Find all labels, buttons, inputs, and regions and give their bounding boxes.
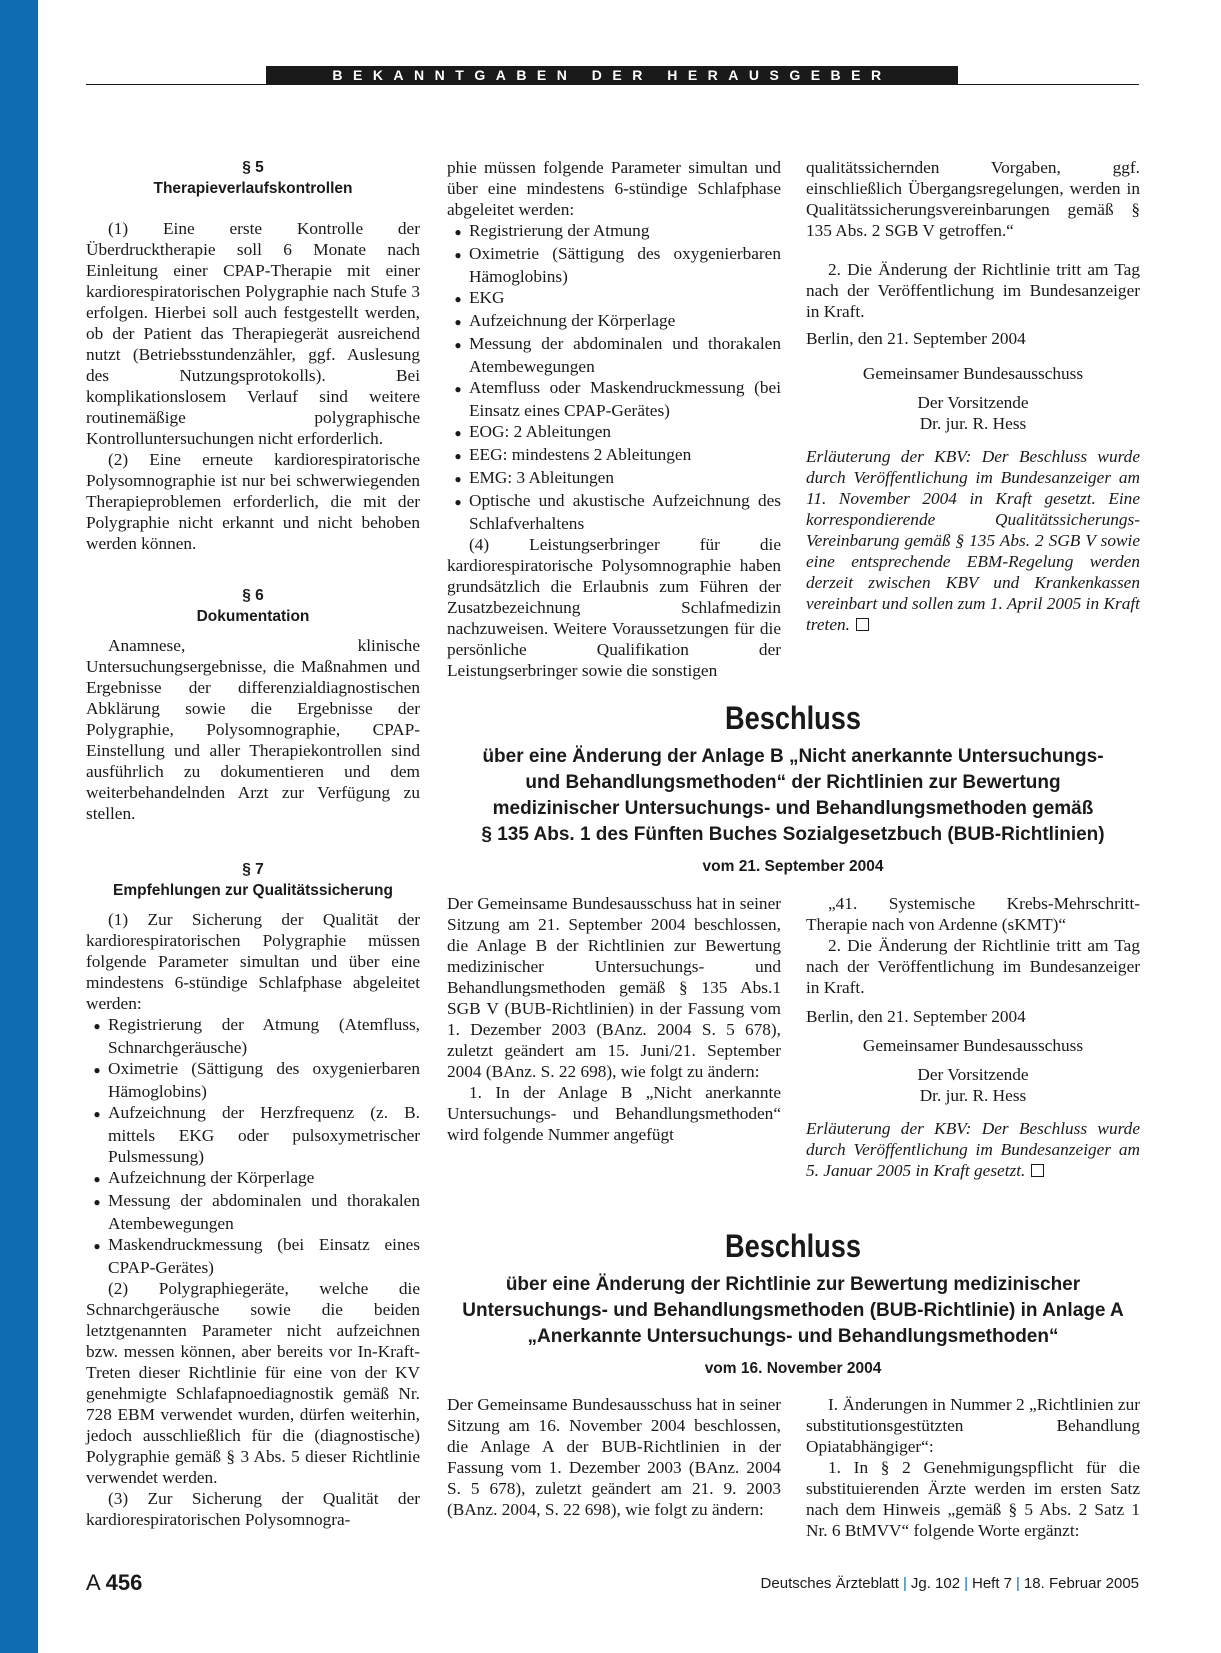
list-item: ● Messung der abdominalen und thorakalen Atembewegungen [447,333,781,377]
section-7-paragraph-1: (1) Zur Sicherung der Qualität der kardiorespiratorischen Polygraphie müssen folgende Parameter simultan und über eine mindestens 6-stündige Schlafphase abgeleitet werden: [86,910,420,1013]
beschluss-2-subtitle [447,1272,1139,1350]
list-item: ● Optische und akustische Aufzeichnung des Schlafverhaltens [447,490,781,534]
journal-name: Deutsches Ärzteblatt [760,1575,899,1592]
section-6-number: § 6 [242,587,264,604]
kbv-note: Erläuterung der KBV: Der Beschluss wurde durch Veröffentlichung im Bundesanzeiger am 5. Januar 2005 in Kraft gesetzt. [806,1119,1140,1180]
kbv-note: Erläuterung der KBV: Der Beschluss wurde durch Veröffentlichung im Bundesanzeiger am 11. November 2004 in Kraft gesetzt. Eine korrespondierende Qualitätssicherungs-Vereinbarung gemäß § 135 Abs. 2 SGB V sowie eine entsprechende EBM-Regelung werden derzeit zwischen KBV und Krankenkassen vereinbart und sollen zum 1. April 2005 in Kraft treten. [806,447,1140,634]
beschluss-2-left-column [447,1394,781,1520]
subtitle-line: über eine Änderung der Richtlinie zur Bewertung medizinischer [505,1274,1081,1295]
signatory-organization: Gemeinsamer Bundesausschuss [862,364,1084,383]
section-7-paragraph-3: (3) Zur Sicherung der Qualität der kardiorespiratorischen Polysomnogra- [86,1489,420,1529]
section-7-title: Empfehlungen zur Qualitätssicherung [113,882,393,899]
signatory-role: Der Vorsitzende [917,1065,1029,1084]
list-item: ● Oximetrie (Sättigung des oxygenierbaren Hämoglobins) [86,1058,420,1102]
list-item: ● EEG: mindestens 2 Ableitungen [447,444,781,467]
signatory-name: Dr. jur. R. Hess [919,414,1027,433]
beschluss-1-left-paragraph-2: 1. In der Anlage B „Nicht anerkannte Untersuchungs- und Behandlungsmethoden“ wird folgende Nummer angefügt [447,1083,781,1144]
section-6-title: Dokumentation [196,608,310,625]
list-item: ● Aufzeichnung der Herzfrequenz (z. B. mittels EKG oder pulsoxymetrischer Pulsmessung) [86,1102,420,1167]
separator: | [964,1575,968,1592]
beschluss-1-left-column [447,893,781,1145]
section-6-paragraph-1: Anamnese, klinische Untersuchungsergebnisse, die Maßnahmen und Ergebnisse der differenzialdiagnostischen Abklärung sowie die Ergebnisse der Polygraphie, Polysomnographie, CPAP-Einstellung und aller Therapiekontrollen sind ausführlich zu dokumentieren und dem weiterbehandelnden Arzt zur Verfügung zu stellen. [86,636,420,823]
subtitle-line: Untersuchungs- und Behandlungsmethoden (BUB-Richtlinie) in Anlage A [462,1300,1124,1321]
beschluss-1-right-paragraph-2: 2. Die Änderung der Richtlinie tritt am Tag nach der Veröffentlichung im Bundesanzeiger in Kraft. [806,936,1140,997]
beschluss-1-right-paragraph-1: „41. Systemische Krebs-Mehrschritt-Therapie nach von Ardenne (sKMT)“ [806,894,1140,934]
signatory-role: Der Vorsitzende [917,393,1029,412]
signatory-name: Dr. jur. R. Hess [919,1086,1027,1105]
list-item: ● Aufzeichnung der Körperlage [86,1167,420,1190]
beschluss-2-right-paragraph-2: 1. In § 2 Genehmigungspflicht für die substituierenden Ärzte werden im ersten Satz nach dem Hinweis „gemäß § 5 Abs. 2 Satz 1 Nr. 6 BtMVV“ folgende Worte ergänzt: [806,1458,1140,1540]
list-item: ● EMG: 3 Ableitungen [447,467,781,490]
list-item: ● EOG: 2 Ableitungen [447,421,781,444]
beschluss-2-title: Beschluss [724,1228,862,1264]
section-7-paragraph-2: (2) Polygraphiegeräte, welche die Schnarchgeräusche sowie die beiden letztgenannten Parameter nicht aufzeichnen bzw. messen können, aber bereits vor In-Kraft-Treten dieser Richtlinie für eine von der KV genehmigte Schlafapnoediagnostik gemäß Nr. 728 EBM verwendet wurden, dürfen weiterhin, jedoch ausschließlich für die (diagnostische) Polygraphie gemäß § 3 Abs. 5 dieser Richtlinie verwendet werden. [86,1279,420,1487]
subtitle-line: medizinischer Untersuchungs- und Behandlungsmethoden gemäß [492,798,1094,819]
journal-issue: Heft 7 [971,1575,1013,1592]
list-item: ● Messung der abdominalen und thorakalen Atembewegungen [86,1190,420,1234]
journal-volume: Jg. 102 [910,1575,961,1592]
end-mark-icon [1031,1164,1044,1177]
list-item: ● Registrierung der Atmung (Atemfluss, Schnarchgeräusche) [86,1014,420,1058]
beschluss-1-title: Beschluss [724,700,862,736]
place-date: Berlin, den 21. September 2004 [806,329,1026,348]
list-item: ● EKG [447,287,781,310]
beschluss-1-date: vom 21. September 2004 [702,858,884,875]
beschluss-1-right-column [806,893,1140,1181]
subtitle-line: über eine Änderung der Anlage B „Nicht anerkannte Untersuchungs- [482,746,1104,767]
subtitle-line: und Behandlungsmethoden“ der Richtlinien zur Bewertung [525,772,1061,793]
beschluss-2-left-paragraph-1: Der Gemeinsame Bundesausschuss hat in seiner Sitzung am 16. November 2004 beschlossen, die Anlage A der BUB-Richtlinien in der Fassung vom 1. Dezember 2003 (BAnz. 2004 S. 5 678), zuletzt geändert am 21. 9. 2003 (BAnz. 2004, S. 22 698), wie folgt zu ändern: [447,1395,781,1519]
column-right-paragraph-2: 2. Die Änderung der Richtlinie tritt am Tag nach der Veröffentlichung im Bundesanzeiger in Kraft. [806,260,1140,321]
column-right [806,157,1140,635]
place-date: Berlin, den 21. September 2004 [806,1007,1026,1026]
section-5-paragraph-1: (1) Eine erste Kontrolle der Überdrucktherapie soll 6 Monate nach Einleitung einer CPAP-Therapie mit einer kardiorespiratorischen Polygraphie nach Stufe 3 erfolgen. Hierbei soll auch festgestellt werden, ob der Patient das Therapiegerät ausreichend nutzt (Betriebsstundenzähler, ggf. Auslesung des Nutzungsprotokolls). Bei komplikationslosem Verlauf sind weitere routinemäßige polygraphische Kontrolluntersuchungen nicht erforderlich. [86,219,420,448]
beschluss-2-date: vom 16. November 2004 [704,1360,882,1377]
list-item: ● Registrierung der Atmung [447,220,781,243]
list-item: ● Aufzeichnung der Körperlage [447,310,781,333]
signatory-organization: Gemeinsamer Bundesausschuss [862,1036,1084,1055]
journal-date: 18. Februar 2005 [1023,1575,1139,1592]
beschluss-2-right-paragraph-1: I. Änderungen in Nummer 2 „Richtlinien zur substitutionsgestützten Behandlung Opiatabhängiger“: [806,1395,1140,1456]
section-5-title: Therapieverlaufskontrollen [153,180,353,197]
subtitle-line: „Anerkannte Untersuchungs- und Behandlungsmethoden“ [527,1326,1059,1347]
accent-sidebar-bar [0,0,38,1653]
subtitle-line: § 135 Abs. 1 des Fünften Buches Sozialgesetzbuch (BUB-Richtlinien) [481,824,1105,845]
page-number: A 456 [86,1570,143,1595]
section-5-number: § 5 [242,159,264,176]
beschluss-2-right-column [806,1394,1140,1541]
section-5-paragraph-2: (2) Eine erneute kardiorespiratorische Polysomnographie ist nur bei schwerwiegenden Therapieproblemen erforderlich, die mit der Polygraphie nicht erkannt und nicht behoben werden können. [86,450,420,553]
separator: | [1016,1575,1020,1592]
journal-info [761,1574,1139,1594]
header-rule [86,84,1139,85]
section-7-number: § 7 [242,861,264,878]
list-item: ● Maskendruckmessung (bei Einsatz eines CPAP-Gerätes) [86,1234,420,1278]
section-header-band: BEKANNTGABEN DER HERAUSGEBER [266,66,958,84]
column-middle-paragraph-1: phie müssen folgende Parameter simultan und über eine mindestens 6-stündige Schlafphase abgeleitet werden: [447,158,781,219]
list-item: ● Atemfluss oder Maskendruckmessung (bei Einsatz eines CPAP-Gerätes) [447,377,781,421]
separator: | [902,1575,907,1592]
column-left [86,157,420,1530]
column-middle [447,157,781,681]
list-item: ● Oximetrie (Sättigung des oxygenierbaren Hämoglobins) [447,243,781,287]
beschluss-1-subtitle [447,744,1139,848]
column-middle-paragraph-2: (4) Leistungserbringer für die kardiorespiratorische Polysomnographie haben grundsätzlich die Erlaubnis zum Führen der Zusatzbezeichnung Schlafmedizin nachzuweisen. Weitere Voraussetzungen für die persönliche Qualifikation der Leistungserbringer sowie die sonstigen [447,535,781,680]
end-mark-icon [856,618,869,631]
beschluss-1-left-paragraph-1: Der Gemeinsame Bundesausschuss hat in seiner Sitzung am 21. September 2004 beschlossen, die Anlage B der Richtlinien zur Bewertung medizinischer Untersuchungs- und Behandlungsmethoden gemäß § 135 Abs.1 SGB V (BUB-Richtlinien) in der Fassung vom 1. Dezember 2003 (BAnz. 2004 S. 5 678), zuletzt geändert am 15. Juni/21. September 2004 (BAnz. S. 22 698), wie folgt zu ändern: [447,894,781,1081]
column-right-paragraph-1: qualitätssichernden Vorgaben, ggf. einschließlich Übergangsregelungen, werden in Qualitätssicherungsvereinbarungen gemäß § 135 Abs. 2 SGB V getroffen.“ [806,158,1140,240]
